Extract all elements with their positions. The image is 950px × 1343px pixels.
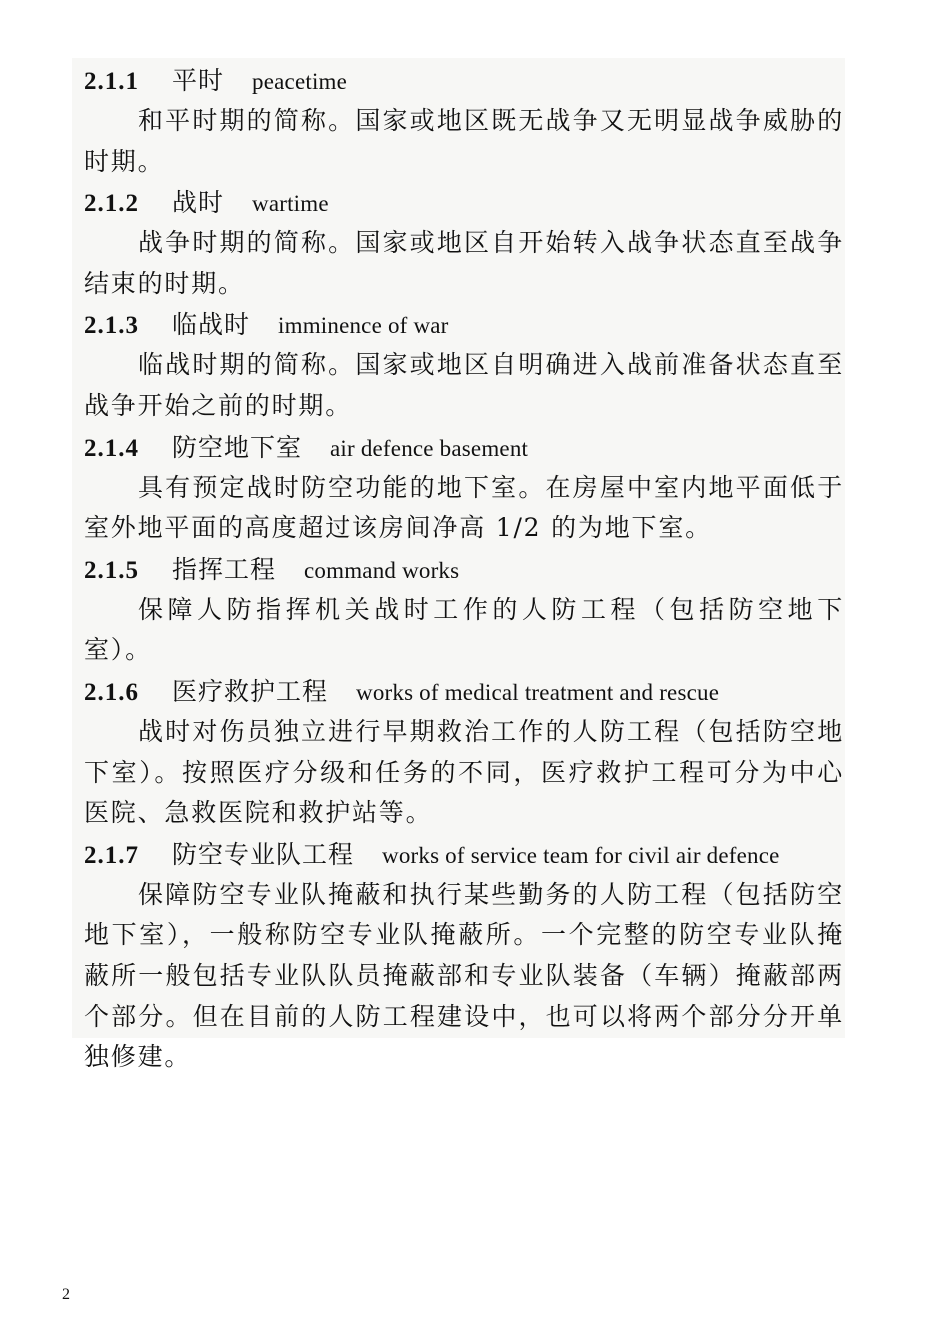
entry-term-english: works of service team for civil air defence — [382, 842, 780, 868]
glossary-entry-2-1-5 — [84, 549, 844, 671]
entry-term-chinese: 临战时 — [172, 310, 251, 340]
entry-term-chinese: 医疗救护工程 — [172, 676, 329, 706]
entry-heading — [84, 834, 844, 875]
entry-definition: 保障防空专业队掩蔽和执行某些勤务的人防工程（包括防空地下室），一般称防空专业队掩蔽所。一个完整的防空专业队掩蔽所一般包括专业队队员掩蔽部和专业队装备（车辆）掩蔽部两个部分。但在目前的人防工程建设中，也可以将两个部分分开单独修建。 — [84, 879, 844, 1072]
entry-number: 2.1.2 — [84, 190, 139, 218]
entry-number: 2.1.5 — [84, 556, 139, 584]
entry-heading — [84, 304, 844, 345]
glossary-entry-2-1-2 — [84, 182, 844, 304]
entry-definition: 战争时期的简称。国家或地区自开始转入战争状态直至战争结束的时期。 — [84, 228, 844, 298]
entry-heading — [84, 427, 844, 468]
entry-term-english: peacetime — [252, 69, 348, 94]
entry-number: 2.1.4 — [84, 434, 139, 462]
entry-term-chinese: 指挥工程 — [172, 554, 277, 584]
entry-number: 2.1.6 — [84, 678, 139, 706]
glossary-entry-2-1-4 — [84, 427, 844, 549]
entry-definition: 战时对伤员独立进行早期救治工作的人防工程（包括防空地下室）。按照医疗分级和任务的不同，医疗救护工程可分为中心医院、急救医院和救护站等。 — [84, 716, 844, 828]
glossary-entry-2-1-6 — [84, 671, 844, 834]
entry-definition: 临战时期的简称。国家或地区自明确进入战前准备状态直至战争开始之前的时期。 — [84, 350, 844, 420]
entry-term-english: command works — [304, 557, 460, 583]
entry-term-chinese: 战时 — [172, 188, 225, 218]
entry-number: 2.1.7 — [84, 841, 139, 869]
entry-term-chinese: 防空地下室 — [172, 432, 303, 462]
entry-term-chinese: 平时 — [172, 66, 225, 95]
entry-heading — [84, 549, 844, 590]
glossary-entry-2-1-1 — [84, 60, 844, 182]
entry-term-english: works of medical treatment and rescue — [356, 679, 720, 705]
entry-heading — [84, 671, 844, 712]
entry-term-english: wartime — [252, 191, 329, 217]
entry-heading — [84, 60, 844, 101]
entry-heading — [84, 182, 844, 223]
entry-number: 2.1.3 — [84, 312, 139, 340]
entry-definition: 保障人防指挥机关战时工作的人防工程（包括防空地下室）。 — [84, 594, 844, 665]
entry-definition: 具有预定战时防空功能的地下室。在房屋中室内地平面低于室外地平面的高度超过该房间净高 1/2 的为地下室。 — [84, 472, 844, 543]
entry-definition: 和平时期的简称。国家或地区既无战争又无明显战争威胁的时期。 — [84, 106, 844, 176]
entry-number: 2.1.1 — [84, 68, 139, 95]
entry-term-english: imminence of war — [278, 313, 449, 339]
entry-term-chinese: 防空专业队工程 — [172, 839, 355, 869]
glossary-entry-2-1-3 — [84, 304, 844, 426]
glossary-section — [84, 60, 844, 1078]
page-number: 2 — [62, 1286, 70, 1303]
entry-term-english: air defence basement — [330, 435, 529, 461]
glossary-entry-2-1-7 — [84, 834, 844, 1078]
